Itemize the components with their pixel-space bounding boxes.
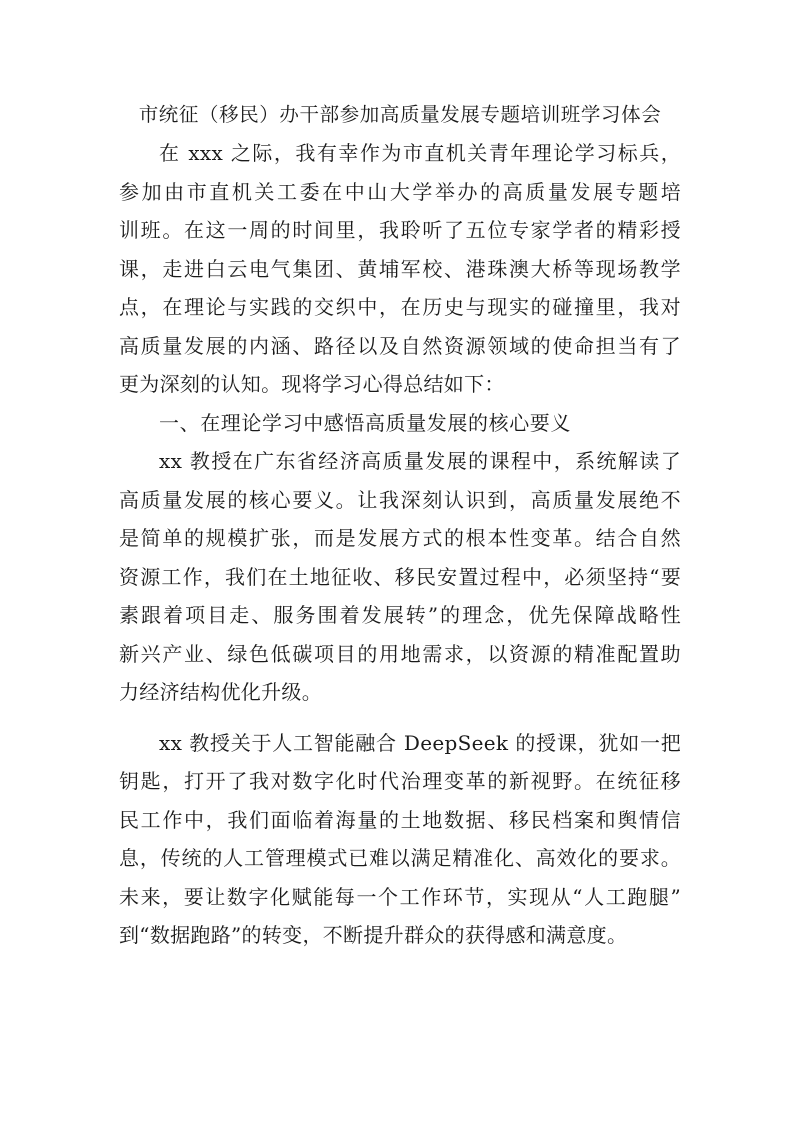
paragraph-line: 力经济结构优化升级。 <box>119 680 322 704</box>
paragraph-line: 在 xxx 之际，我有幸作为市直机关青年理论学习标兵， <box>159 141 681 165</box>
paragraph-line: xx 教授关于人工智能融合 DeepSeek 的授课，犹如一把 <box>159 730 681 755</box>
paragraph-line: 未来，要让数字化赋能每一个工作环节，实现从“人工跑腿” <box>119 884 681 909</box>
paragraph-ai-digital <box>119 724 681 955</box>
paragraph-line: 民工作中，我们面临着海量的土地数据、移民档案和舆情信 <box>119 807 681 832</box>
paragraph-line: 课，走进白云电气集团、黄埔军校、港珠澳大桥等现场教学 <box>119 256 681 281</box>
paragraph-line: 资源工作，我们在土地征收、移民安置过程中，必须坚持“要 <box>119 564 681 589</box>
paragraph-line: 是简单的规模扩张，而是发展方式的根本性变革。结合自然 <box>119 526 681 550</box>
paragraph-line: xx 教授在广东省经济高质量发展的课程中，系统解读了 <box>159 449 681 473</box>
paragraph-intro <box>119 134 681 404</box>
paragraph-line: 钥匙，打开了我对数字化时代治理变革的新视野。在统征移 <box>119 769 681 793</box>
paragraph-spacer <box>119 712 681 724</box>
paragraph-line: 高质量发展的核心要义。让我深刻认识到，高质量发展绝不 <box>119 487 681 512</box>
paragraph-line: 训班。在这一周的时间里，我聆听了五位专家学者的精彩授 <box>119 218 681 242</box>
paragraph-line: 素跟着项目走、服务围着发展转”的理念，优先保障战略性 <box>119 603 681 627</box>
document-title: 市统征（移民）办干部参加高质量发展专题培训班学习体会 <box>138 103 662 126</box>
paragraph-line: 参加由市直机关工委在中山大学举办的高质量发展专题培 <box>119 179 681 204</box>
paragraph-line: 息，传统的人工管理模式已难以满足精准化、高效化的要求。 <box>119 846 681 870</box>
paragraph-line: 更为深刻的认知。现将学习心得总结如下： <box>119 372 505 396</box>
paragraph-line: 新兴产业、绿色低碳项目的用地需求，以资源的精准配置助 <box>119 641 681 666</box>
section-heading: 一、在理论学习中感悟高质量发展的核心要义 <box>159 410 571 435</box>
paragraph-line: 高质量发展的内涵、路径以及自然资源领域的使命担当有了 <box>119 333 681 358</box>
paragraph-line: 点，在理论与实践的交织中，在历史与现实的碰撞里，我对 <box>119 295 681 319</box>
paragraph-line: 到“数据跑路”的转变，不断提升群众的获得感和满意度。 <box>119 923 628 947</box>
document-page <box>119 96 681 955</box>
paragraph-core-meaning <box>119 442 681 712</box>
